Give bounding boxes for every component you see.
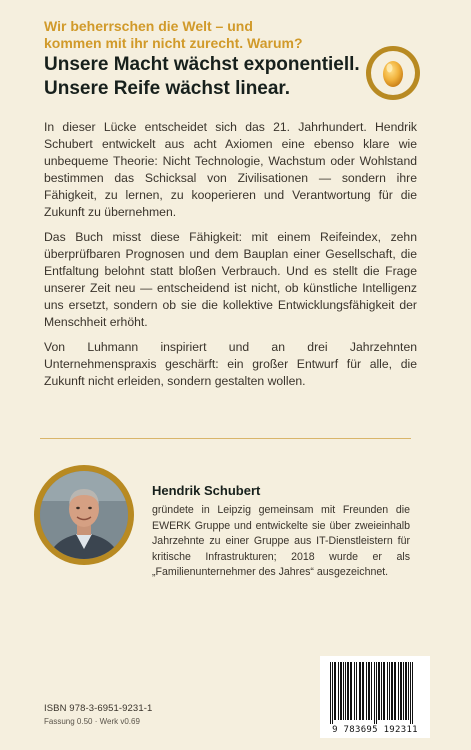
- version-note: Fassung 0.50 · Werk v0.69: [44, 717, 140, 726]
- blurb-paragraph-1: In dieser Lücke entscheidet sich das 21. Jahrhundert. Hendrik Schubert entwickelt aus acht Axiomen eine ebenso klare wie unbequeme Theorie: Nicht Technologie, Wachstum oder Wohlstand bestimmen das Schicksal von Zivilisationen — sondern ihre Fähigkeit, zu lernen, zu kooperieren und Verantwortung für die Zukunft zu übernehmen.: [44, 120, 417, 219]
- headline-line-2: Unsere Reife wächst linear.: [44, 78, 291, 99]
- tagline-line-2: kommen mit ihr nicht zurecht. Warum?: [44, 35, 303, 51]
- barcode: [320, 656, 430, 738]
- headline-line-1: Unsere Macht wächst exponentiell.: [44, 54, 360, 75]
- author-name: Hendrik Schubert: [152, 483, 261, 498]
- divider: [40, 438, 411, 439]
- blurb-paragraph-3: Von Luhmann inspiriert und an drei Jahrzehnten Unternehmenspraxis geschärft: ein großer Entwurf für alle, die Zukunft nicht erleiden, sondern gestalten wollen.: [44, 340, 417, 388]
- headline: [44, 53, 374, 101]
- barcode-digits: 9 783695 192311: [332, 725, 418, 735]
- blurb-paragraph-2: Das Buch misst diese Fähigkeit: mit einem Reifeindex, zehn überprüfbaren Prognosen und dem Bauplan einer Gesellschaft, die Entfaltung belohnt statt bloßen Verbrauch. Und es stellt die Frage unserer Zeit neu — entscheidend ist nicht, ob künstliche Intelligenz uns ersetzt, sondern ob sie die kollektive Entwicklungsfähigkeit der Menschheit erhöht.: [44, 230, 417, 329]
- tagline-line-1: Wir beherrschen die Welt – und: [44, 18, 253, 34]
- author-bio: gründete in Leipzig gemeinsam mit Freunden die EWERK Gruppe und entwickelte sie über zweieinhalb Jahrzehnte zu einer Gruppe aus IT-Dienstleistern für kritische Infrastrukturen; 2018 wurde er als „Familienunternehmer des Jahres“ ausgezeichnet.: [152, 504, 410, 579]
- tagline: [44, 18, 344, 52]
- blurb: [44, 119, 417, 398]
- isbn: ISBN 978-3-6951-9231-1: [44, 703, 153, 714]
- golden-egg-icon: [366, 46, 420, 100]
- author-portrait: [34, 465, 134, 565]
